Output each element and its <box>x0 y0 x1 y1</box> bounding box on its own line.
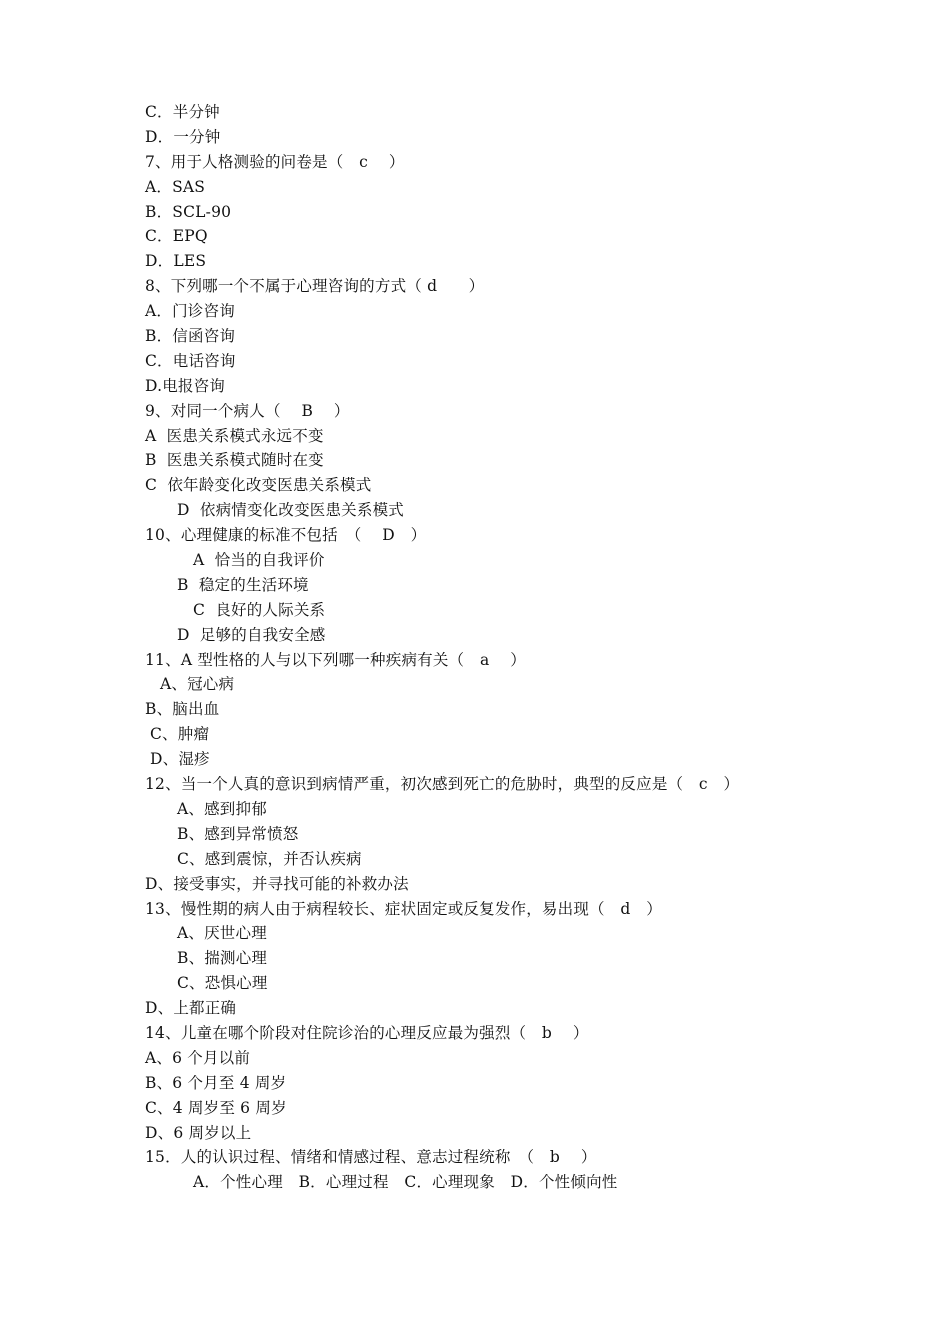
option-line: C、4 周岁至 6 周岁 <box>145 1098 287 1117</box>
option-line: D．一分钟 <box>145 127 221 146</box>
question-line: 11、A 型性格的人与以下列哪一种疾病有关（ a ） <box>145 650 526 669</box>
option-line: D 足够的自我安全感 <box>177 625 326 644</box>
question-line: 14、儿童在哪个阶段对住院诊治的心理反应最为强烈（ b ） <box>145 1023 589 1042</box>
option-line: B、6 个月至 4 周岁 <box>145 1073 287 1092</box>
option-line: A 恰当的自我评价 <box>193 551 325 570</box>
option-line: C．EPQ <box>145 227 208 246</box>
question-line: 10、心理健康的标准不包括 （ D ） <box>145 526 427 545</box>
question-line: 15．人的认识过程、情绪和情感过程、意志过程统称 （ b ） <box>145 1148 597 1167</box>
option-line: D、接受事实，并寻找可能的补救办法 <box>145 874 409 893</box>
question-line: 8、下列哪一个不属于心理咨询的方式（ d ） <box>145 277 485 296</box>
option-line: A、厌世心理 <box>177 924 267 943</box>
option-line: A．SAS <box>145 177 206 196</box>
option-line: B、脑出血 <box>145 700 220 719</box>
option-line: C．半分钟 <box>145 103 220 121</box>
option-line: D、上都正确 <box>145 999 237 1018</box>
question-line: 13、慢性期的病人由于病程较长、症状固定或反复发作，易出现（ d ） <box>145 899 662 918</box>
option-line: A、冠心病 <box>160 675 235 694</box>
option-line: D．LES <box>145 252 207 271</box>
option-line: A、感到抑郁 <box>177 799 267 818</box>
option-line: D、湿疹 <box>150 750 210 769</box>
option-line: A、6 个月以前 <box>145 1048 251 1067</box>
option-line: B、感到异常愤怒 <box>177 824 299 843</box>
option-line: C、感到震惊，并否认疾病 <box>177 849 362 868</box>
option-line: A 医患关系模式永远不变 <box>145 426 324 445</box>
option-line: B、揣测心理 <box>177 949 268 968</box>
option-line: D.电报咨询 <box>145 376 226 395</box>
option-line: B 医患关系模式随时在变 <box>145 451 324 470</box>
option-line: B．SCL-90 <box>145 202 232 221</box>
option-line: B．信函咨询 <box>145 327 236 346</box>
option-line: B 稳定的生活环境 <box>177 575 309 594</box>
question-line: 12、当一个人真的意识到病情严重，初次感到死亡的危胁时，典型的反应是（ c ） <box>145 775 740 794</box>
option-line: A．门诊咨询 <box>145 302 235 321</box>
option-line: C．电话咨询 <box>145 351 236 370</box>
option-line: C 依年龄变化改变医患关系模式 <box>145 476 372 495</box>
option-line: C、恐惧心理 <box>177 974 268 993</box>
question-line: 7、用于人格测验的问卷是（ c ） <box>145 152 405 171</box>
option-line: C、肿瘤 <box>150 725 210 744</box>
document-content <box>0 100 950 1195</box>
option-line: C 良好的人际关系 <box>193 600 326 619</box>
option-line: D 依病情变化改变医患关系模式 <box>177 501 404 520</box>
question-line: 9、对同一个病人（ B ） <box>145 401 350 420</box>
option-line: A．个性心理 B．心理过程 C．心理现象 D．个性倾向性 <box>193 1173 618 1192</box>
option-line: D、6 周岁以上 <box>145 1123 252 1142</box>
